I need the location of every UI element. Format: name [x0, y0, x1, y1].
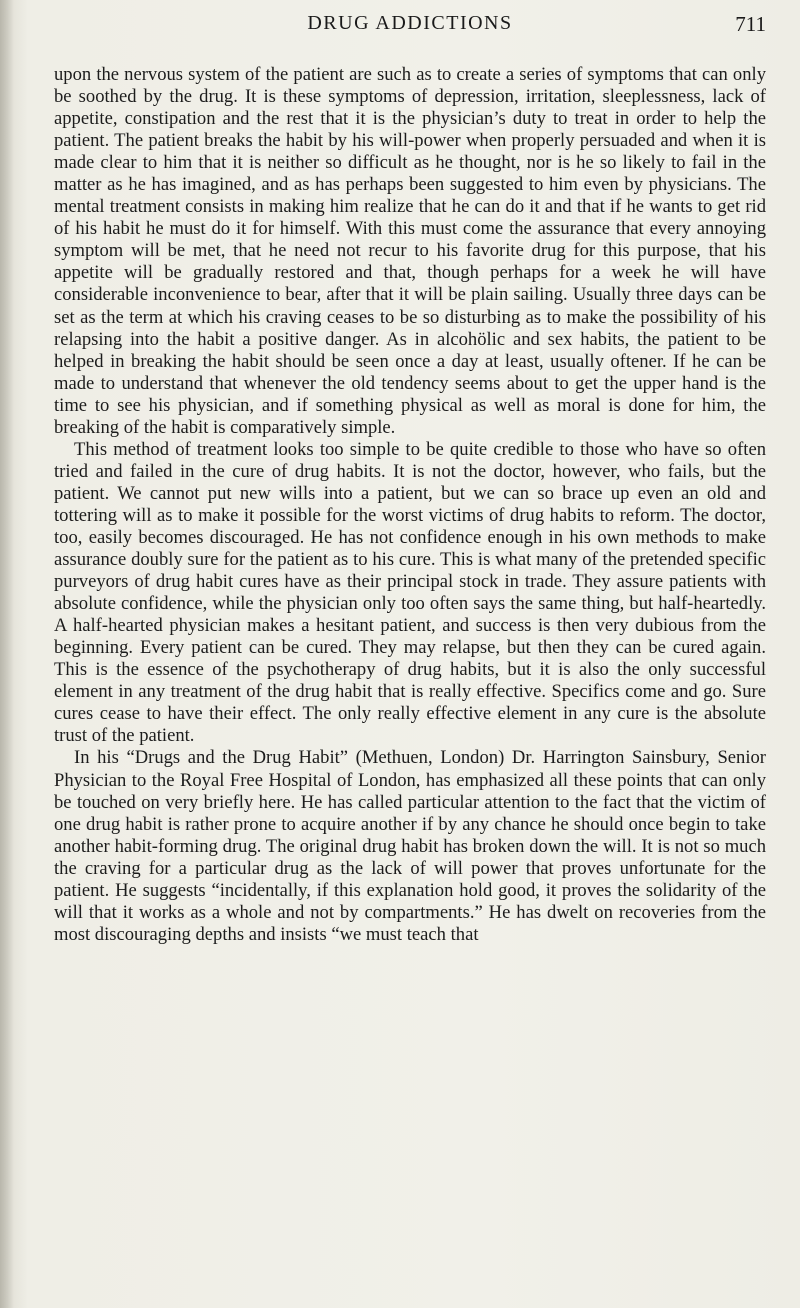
paragraph: This method of treatment looks too simple to be quite credible to those who have so often tried and failed in the cure of drug habits. It is not the doctor, however, who fails, but the patient. We cannot put new wills into a patient, but we can so brace up even an old and tottering will as to make it possible for the worst victims of drug habits to reform. The doctor, too, easily becomes discouraged. He has not confidence enough in his own methods to make assurance doubly sure for the patient as to his cure. This is what many of the pretended specific purveyors of drug habit cures have as their principal stock in trade. They assure patients with absolute confidence, while the physician only too often says the same thing, but half-heartedly. A half-hearted physician makes a hesitant patient, and success is then very dubious from the beginning. Every patient can be cured. They may relapse, but then they can be cured again. This is the essence of the psychotherapy of drug habits, but it is also the only successful element in any treatment of the drug habit that is really effective. Specifics come and go. Sure cures cease to have their effect. The only really effective element in any cure is the absolute trust of the patient.: [54, 438, 766, 747]
page-number: 711: [735, 12, 766, 36]
paragraph: upon the nervous system of the patient are such as to create a series of symptoms that can only be soothed by the drug. It is these symptoms of depression, irritation, sleeplessness, lack of appetite, constipation and the rest that it is the physician’s duty to treat in order to help the patient. The patient breaks the habit by his will-power when properly persuaded and when it is made clear to him that it is neither so difficult as he thought, nor is he so likely to fail in the matter as he has imagined, and as has perhaps been suggested to him even by physicians. The mental treatment consists in making him realize that he can do it and that if he wants to get rid of his habit he must do it for himself. With this must come the assurance that every annoying symptom will be met, that he need not recur to his favorite drug for this purpose, that his appetite will be gradually restored and that, though perhaps for a week he will have considerable inconvenience to bear, after that it will be plain sailing. Usually three days can be set as the term at which his craving ceases to be so disturbing as to make the possibility of his relapsing into the habit a positive danger. As in alcohölic and sex habits, the patient to be helped in breaking the habit should be seen once a day at least, usually oftener. If he can be made to understand that whenever the old tendency seems about to get the upper hand is the time to see his physician, and if something physical as well as moral is done for him, the breaking of the habit is comparatively simple.: [54, 64, 766, 438]
running-head: [54, 4, 766, 40]
binding-shadow: [0, 0, 14, 1308]
running-title: DRUG ADDICTIONS: [307, 12, 513, 34]
paragraph: In his “Drugs and the Drug Habit” (Methuen, London) Dr. Harrington Sainsbury, Senior Physician to the Royal Free Hospital of London, has emphasized all these points that can only be touched on very briefly here. He has called particular attention to the fact that the victim of one drug habit is rather prone to acquire another if by any chance he should once begin to take another habit-forming drug. The original drug habit has broken down the will. It is not so much the craving for a particular drug as the lack of will power that proves unfortunate for the patient. He suggests “incidentally, if this explanation hold good, it proves the solidarity of the will that it works as a whole and not by compartments.” He has dwelt on recoveries from the most discouraging depths and insists “we must teach that: [54, 747, 766, 945]
body-text: [54, 64, 766, 946]
